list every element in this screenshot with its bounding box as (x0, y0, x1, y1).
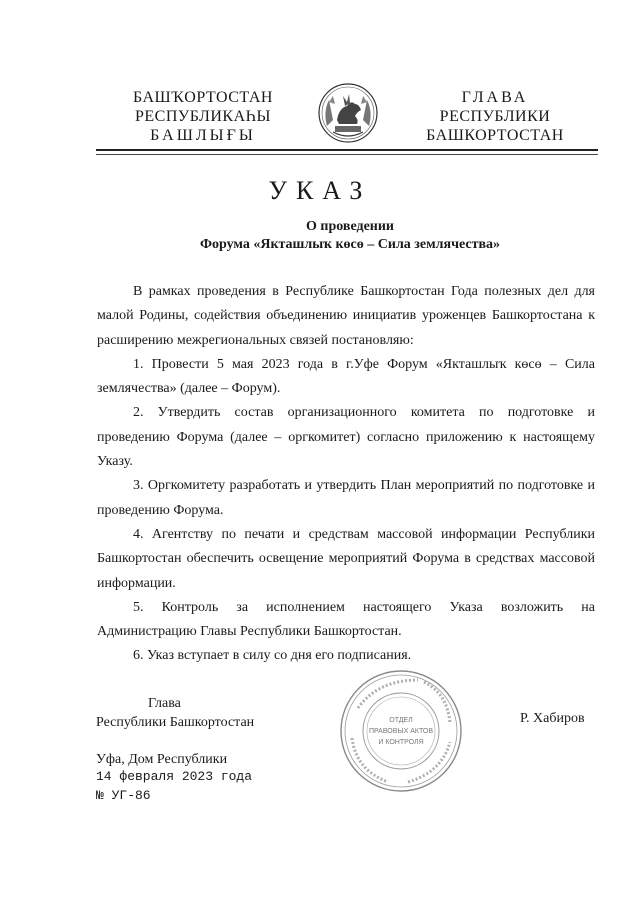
seal-text-line: ОТДЕЛ (389, 717, 413, 724)
header-left-line: БАШҠОРТОСТАН (133, 89, 273, 106)
paragraph-item-5: 5. Контроль за исполнением настоящего Указа возложить на Администрацию Главы Республики Башкортостан. (97, 599, 595, 640)
header-right-line: ГЛАВА (461, 89, 529, 106)
subtitle-line: О проведении (306, 219, 394, 234)
header-right-line: БАШКОРТОСТАН (426, 127, 564, 144)
seal-text-line: И КОНТРОЛЯ (378, 739, 424, 746)
signatory-name: Р. Хабиров (520, 711, 585, 726)
subtitle-line: Форума «Якташлыҡ көсө – Сила землячества» (199, 237, 501, 252)
paragraph-item-4: 4. Агентству по печати и средствам массовой информации Республики Башкортостан обеспечить освещение мероприятий Форума в средствах массовой информации. (97, 526, 595, 591)
paragraph-item-3: 3. Оргкомитету разработать и утвердить План мероприятий по подготовке и проведению Форума. (97, 478, 595, 518)
emblem-icon (317, 82, 379, 144)
paragraph-item-1: 1. Провести 5 мая 2023 года в г.Уфе Форум «Якташлыҡ көсө – Сила землячества» (далее – Форум). (97, 356, 595, 397)
paragraph-item-6: 6. Указ вступает в силу со дня его подписания. (133, 648, 412, 664)
header-right-russian (410, 88, 580, 145)
header-left-line: РЕСПУБЛИКАҺЫ (135, 108, 271, 125)
header-left-line: БАШЛЫҒЫ (150, 127, 256, 144)
signatory-post-line: Глава (148, 696, 181, 711)
paragraph-preamble: В рамках проведения в Республике Башкортостан Года полезных дел для малой Родины, содействия объединению инициатив уроженцев Башкортостана к расширению межрегиональных связей постановляю: (97, 284, 595, 348)
signatory-post-line: Республики Башкортостан (96, 715, 255, 730)
registration-info (96, 767, 316, 805)
header-left-bashkir (118, 88, 288, 145)
issue-date: 14 февраля 2023 года (96, 769, 253, 784)
document-title: УКАЗ (268, 176, 372, 205)
official-seal-stamp (338, 668, 464, 794)
seal-text-line: ПРАВОВЫХ АКТОВ (368, 728, 434, 735)
signatory-post (96, 694, 286, 732)
document-subtitle (170, 218, 530, 254)
paragraph-item-2: 2. Утвердить состав организационного комитета по подготовке и проведению Форума (далее – оргкомитет) согласно приложению к настоящему Указу. (97, 405, 595, 470)
header-divider (96, 149, 598, 151)
decree-body (97, 280, 595, 669)
header-right-line: РЕСПУБЛИКИ (439, 108, 551, 125)
header-divider-thin (96, 154, 598, 155)
decree-number: № УГ-86 (96, 788, 151, 803)
issue-place: Уфа, Дом Республики (96, 752, 228, 767)
